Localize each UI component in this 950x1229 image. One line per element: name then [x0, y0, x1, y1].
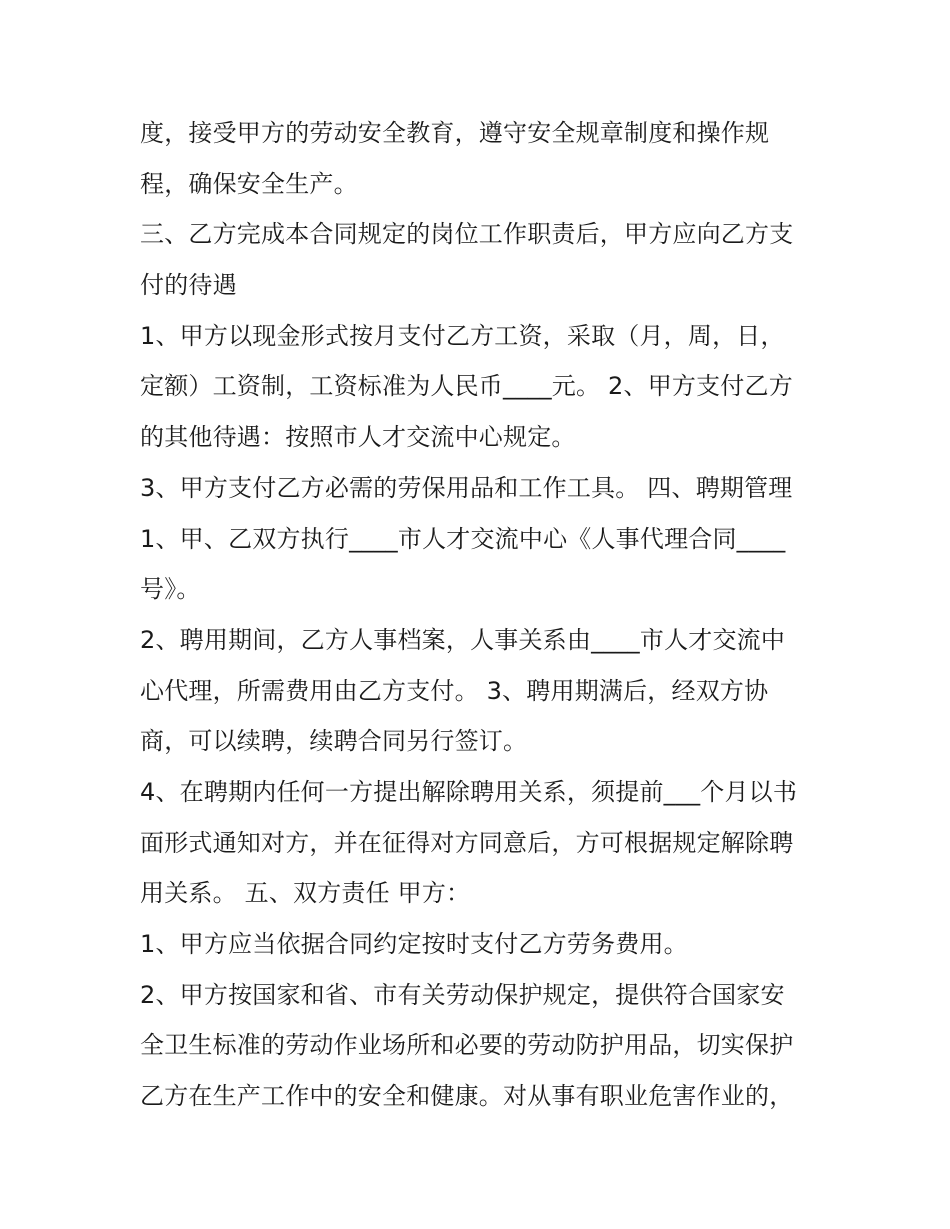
text-line: 程，确保安全生产。 — [140, 169, 358, 198]
text-line: 2、聘用期间，乙方人事档案，人事关系由____市人才交流中 — [140, 625, 786, 654]
text-line: 1、甲方应当依据合同约定按时支付乙方劳务费用。 — [140, 930, 688, 958]
text-line: 面形式通知对方，并在征得对方同意后，方可根据规定解除聘 — [140, 828, 794, 857]
text-line: 三、乙方完成本合同规定的岗位工作职责后，甲方应向乙方支 — [140, 220, 794, 249]
text-line: 号》。 — [140, 575, 201, 604]
contract-body-text — [140, 108, 820, 1122]
text-line: 3、甲方支付乙方必需的劳保用品和工作工具。 四、聘期管理 — [140, 473, 793, 502]
text-line: 付的待遇 — [140, 271, 237, 300]
text-line: 1、甲、乙双方执行____市人才交流中心《人事代理合同____ — [140, 524, 786, 553]
text-line: 用关系。 五、双方责任 甲方： — [140, 879, 471, 908]
text-line: 心代理，所需费用由乙方支付。 3、聘用期满后，经双方协 — [140, 676, 769, 705]
text-line: 1、甲方以现金形式按月支付乙方工资，采取（月，周，日， — [140, 321, 785, 350]
text-line: 乙方在生产工作中的安全和健康。对从事有职业危害作业的， — [140, 1082, 794, 1111]
text-line: 的其他待遇：按照市人才交流中心规定。 — [140, 423, 576, 452]
text-line: 4、在聘期内任何一方提出解除聘用关系，须提前___个月以书 — [140, 777, 798, 806]
text-line: 定额）工资制，工资标准为人民币____元。 2、甲方支付乙方 — [140, 372, 793, 401]
text-line: 2、甲方按国家和省、市有关劳动保护规定，提供符合国家安 — [140, 980, 785, 1009]
text-line: 全卫生标准的劳动作业场所和必要的劳动防护用品，切实保护 — [140, 1031, 794, 1060]
text-line: 商，可以续聘，续聘合同另行签订。 — [140, 727, 528, 756]
text-line: 度，接受甲方的劳动安全教育，遵守安全规章制度和操作规 — [140, 119, 770, 147]
